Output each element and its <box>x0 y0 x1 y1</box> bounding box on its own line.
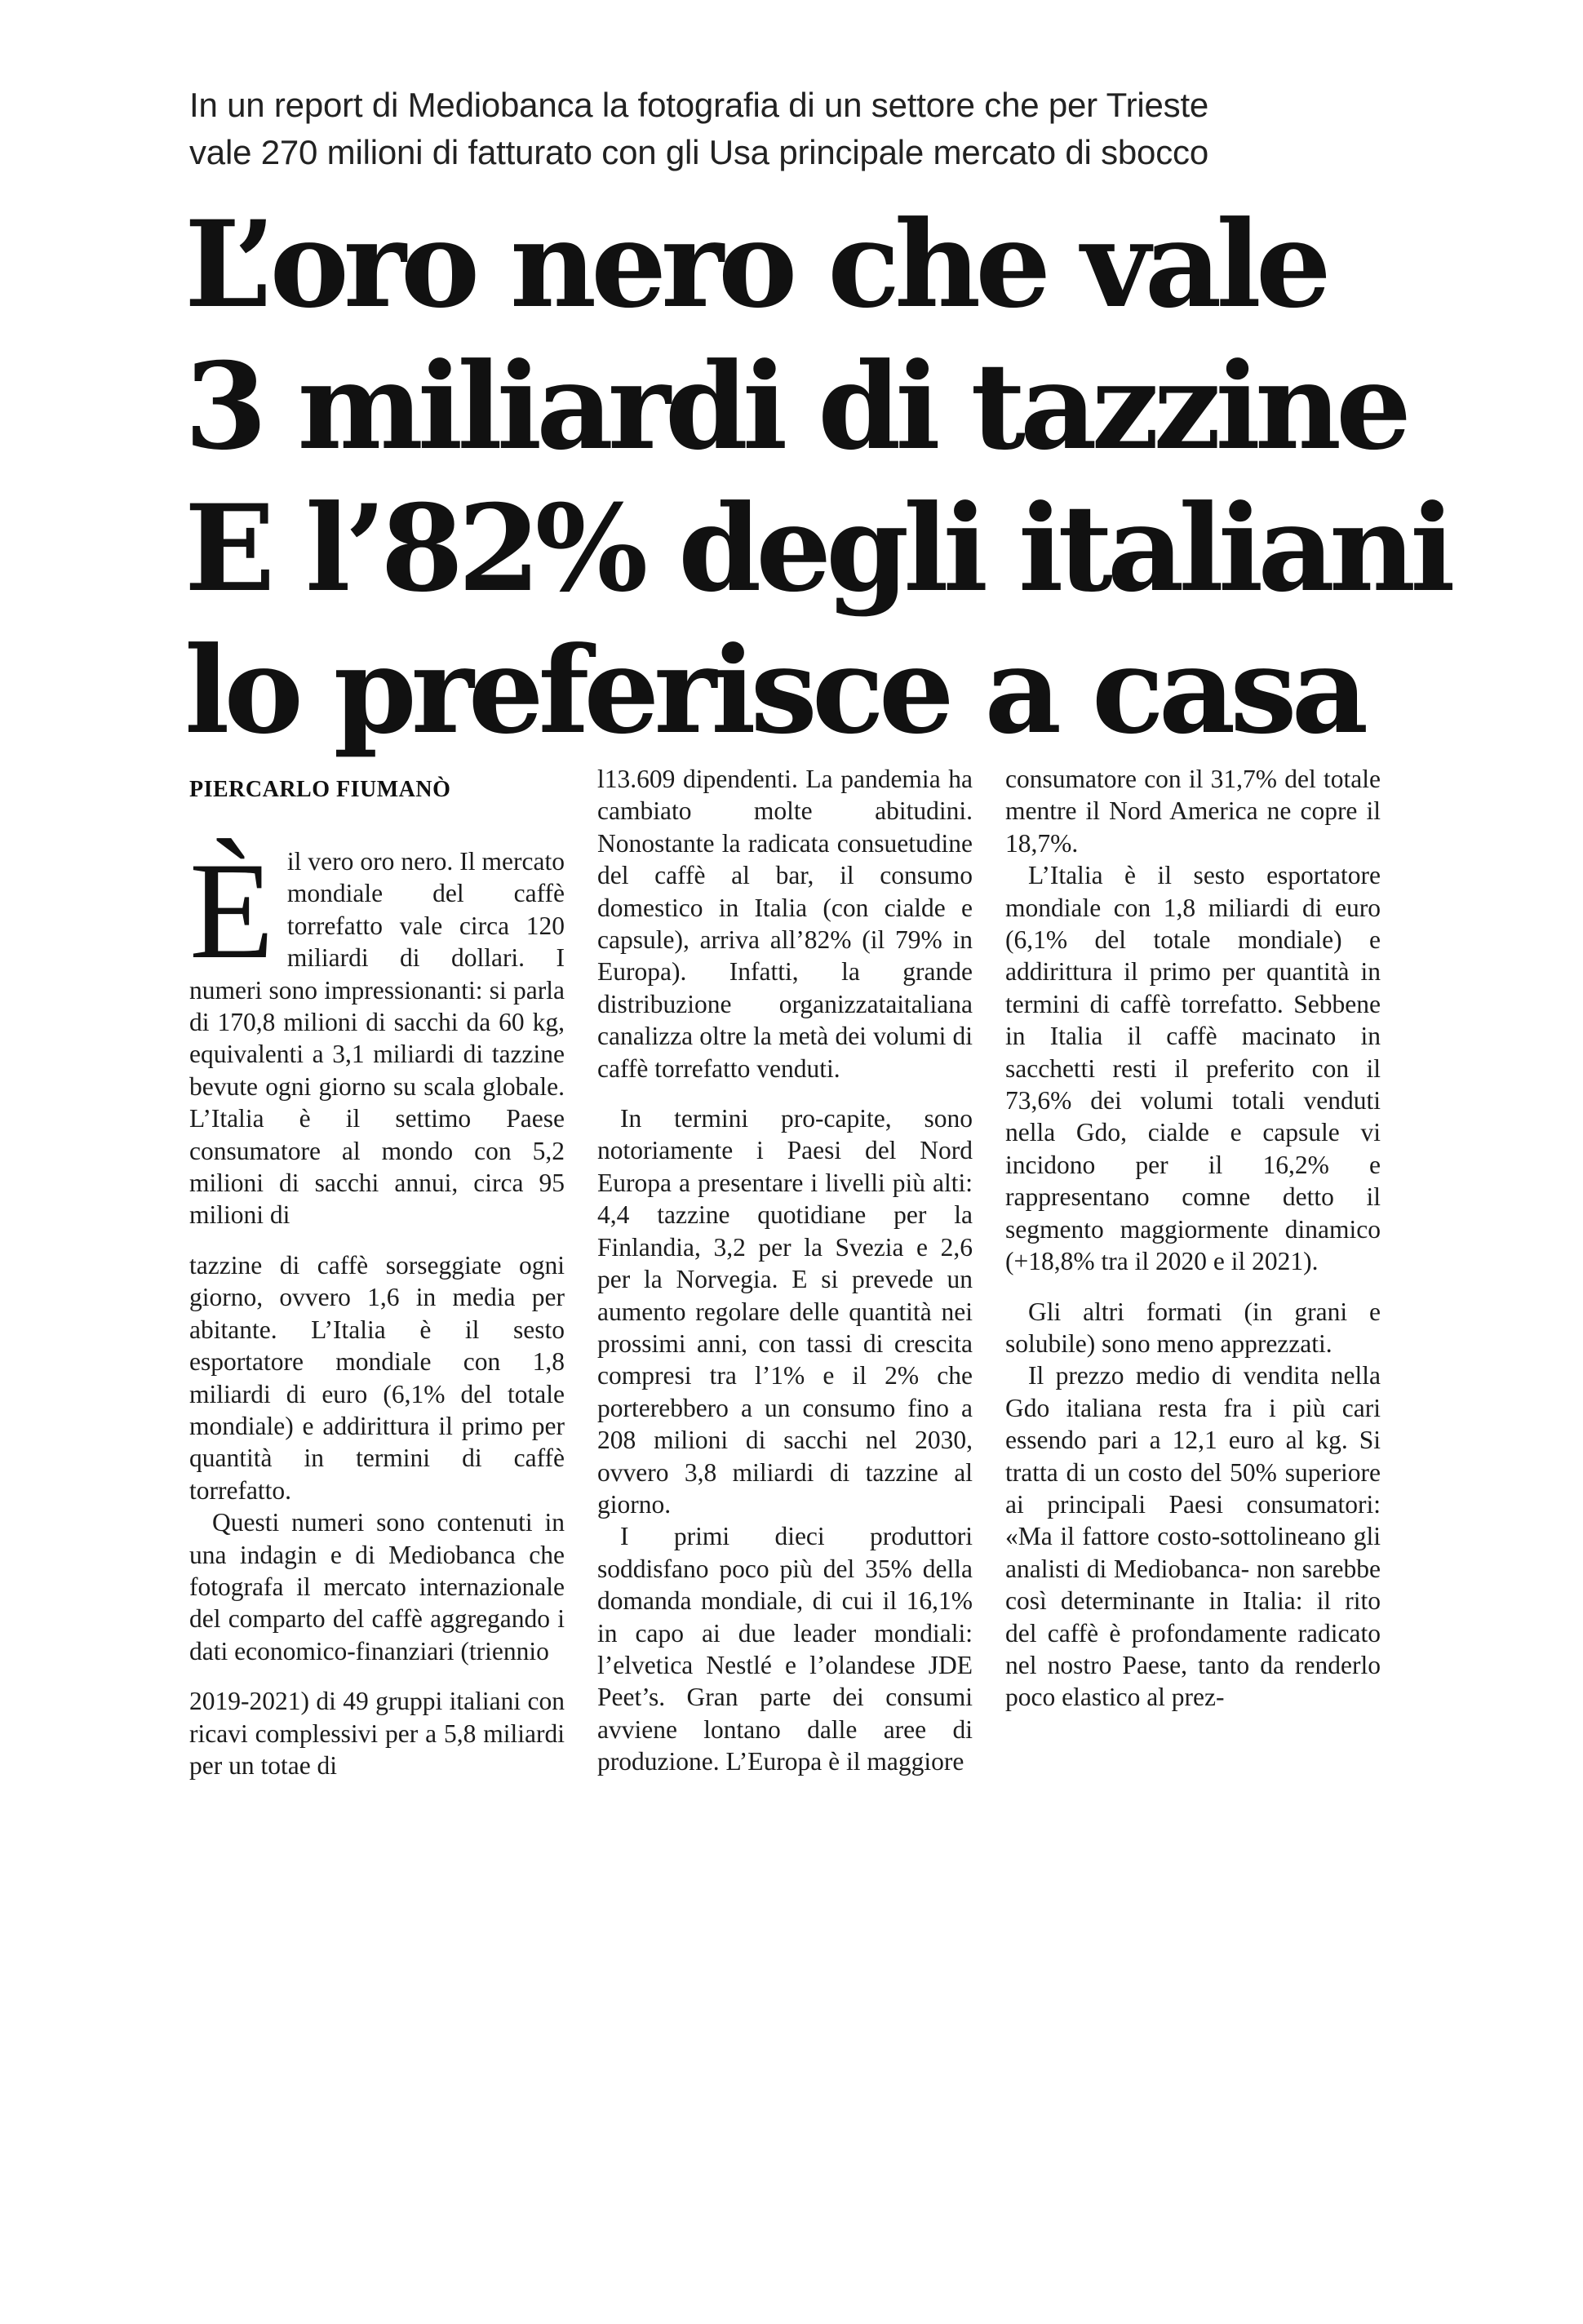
kicker-line: vale 270 milioni di fatturato con gli Usa principale mercato di sbocco <box>189 133 1208 171</box>
paragraph: Gli altri formati (in grani e solubile) sono meno apprezzati. <box>1005 1297 1381 1358</box>
paragraph: tazzine di caffè sorseggiate ogni giorno, ovvero 1,6 in media per abitante. L’Italia è il sesto esportatore mondiale con 1,8 miliardi di euro (6,1% del totale mondiale) e addirittura il primo per quantità in termini di caffè torrefatto. <box>189 1250 565 1505</box>
paragraph: In termini pro-capite, sono notoriamente i Paesi del Nord Europa a presentare i livelli più alti: 4,4 tazzine quotidiane per la Finlandia, 3,2 per la Svezia e 2,6 per la Norvegia. E si prevede un aumento regolare delle quantità nei prossimi anni, con tassi di crescita compresi tra l’1% e il 2% che porterebbero a un consumo fino a 208 milioni di sacchi nel 2030, ovvero 3,8 miliardi di tazzine al giorno. <box>597 1104 973 1519</box>
paragraph: il vero oro nero. Il mercato mondiale del caffè torrefatto vale circa 120 miliardi di dollari. I numeri sono impressionanti: si parla di 170,8 milioni di sacchi da 60 kg, equivalenti a 3,1 miliardi di tazzine bevute ogni giorno su scala globale. L’Italia è il settimo Paese consumatore al mondo con 5,2 milioni di sacchi annui, circa 95 milioni di <box>189 847 565 1230</box>
headline-line: L’oro nero che vale <box>184 195 1326 335</box>
paragraph: Il prezzo medio di vendita nella Gdo italiana resta fra i più cari essendo pari a 12,1 euro al kg. Si tratta di un costo del 50% superiore ai principali Paesi consumatori: «Ma il fattore costo-sottolineano gli analisti di Mediobanca- non sarebbe così determinante in Italia: il rito del caffè è profondamente radicato nel nostro Paese, tanto da renderlo poco elastico al prez- <box>1005 1361 1381 1712</box>
kicker-line: In un report di Mediobanca la fotografia di un settore che per Trieste <box>189 86 1209 124</box>
drop-cap: È <box>189 834 274 987</box>
paragraph: Questi numeri sono contenuti in una indagin e di Mediobanca che fotografa il mercato internazionale del comparto del caffè aggregando i dati economico-finanziari (triennio <box>189 1508 565 1665</box>
paragraph: L’Italia è il sesto esportatore mondiale con 1,8 miliardi di euro (6,1% del totale mondiale) e addirittura il primo per quantità in termini di caffè torrefatto. Sebbene in Italia il caffè macinato in sacchetti resti il preferito con il 73,6% dei volumi totali venduti nella Gdo, cialde e capsule vi incidono per il 16,2% e rappresentano comne detto il segmento maggiormente dinamico (+18,8% tra il 2020 e il 2021). <box>1005 861 1381 1276</box>
paragraph: l13.609 dipendenti. La pandemia ha cambiato molte abitudini. Nonostante la radicata consuetudine del caffè al bar, il consumo domestico in Italia (con cialde e capsule), arriva all’82% (il 79% in Europa). Infatti, la grande distribuzione organizzataitaliana canalizza oltre la metà dei volumi di caffè torrefatto venduti. <box>597 765 973 1083</box>
article-kicker <box>189 82 1397 176</box>
paragraph: 2019-2021) di 49 gruppi italiani con ricavi complessivi per a 5,8 miliardi per un totae di <box>189 1687 565 1780</box>
article-headline <box>184 194 1457 762</box>
article-column-3 <box>1005 763 1381 1714</box>
author-byline: PIERCARLO FIUMANÒ <box>189 777 451 802</box>
article-column-2 <box>597 763 973 1778</box>
headline-line: lo preferisce a casa <box>184 621 1364 761</box>
article-column-1 <box>189 775 565 1781</box>
headline-line: E l’82% degli italiani <box>184 479 1450 619</box>
paragraph: consumatore con il 31,7% del totale mentre il Nord America ne copre il 18,7%. <box>1005 765 1381 858</box>
paragraph: I primi dieci produttori soddisfano poco più del 35% della domanda mondiale, di cui il 16,1% in capo ai due leader mondiali: l’elvetica Nestlé e l’olandese JDE Peet’s. Gran parte dei consumi avviene lontano dalle aree di produzione. L’Europa è il maggiore <box>597 1522 973 1776</box>
headline-line: 3 miliardi di tazzine <box>184 337 1406 477</box>
